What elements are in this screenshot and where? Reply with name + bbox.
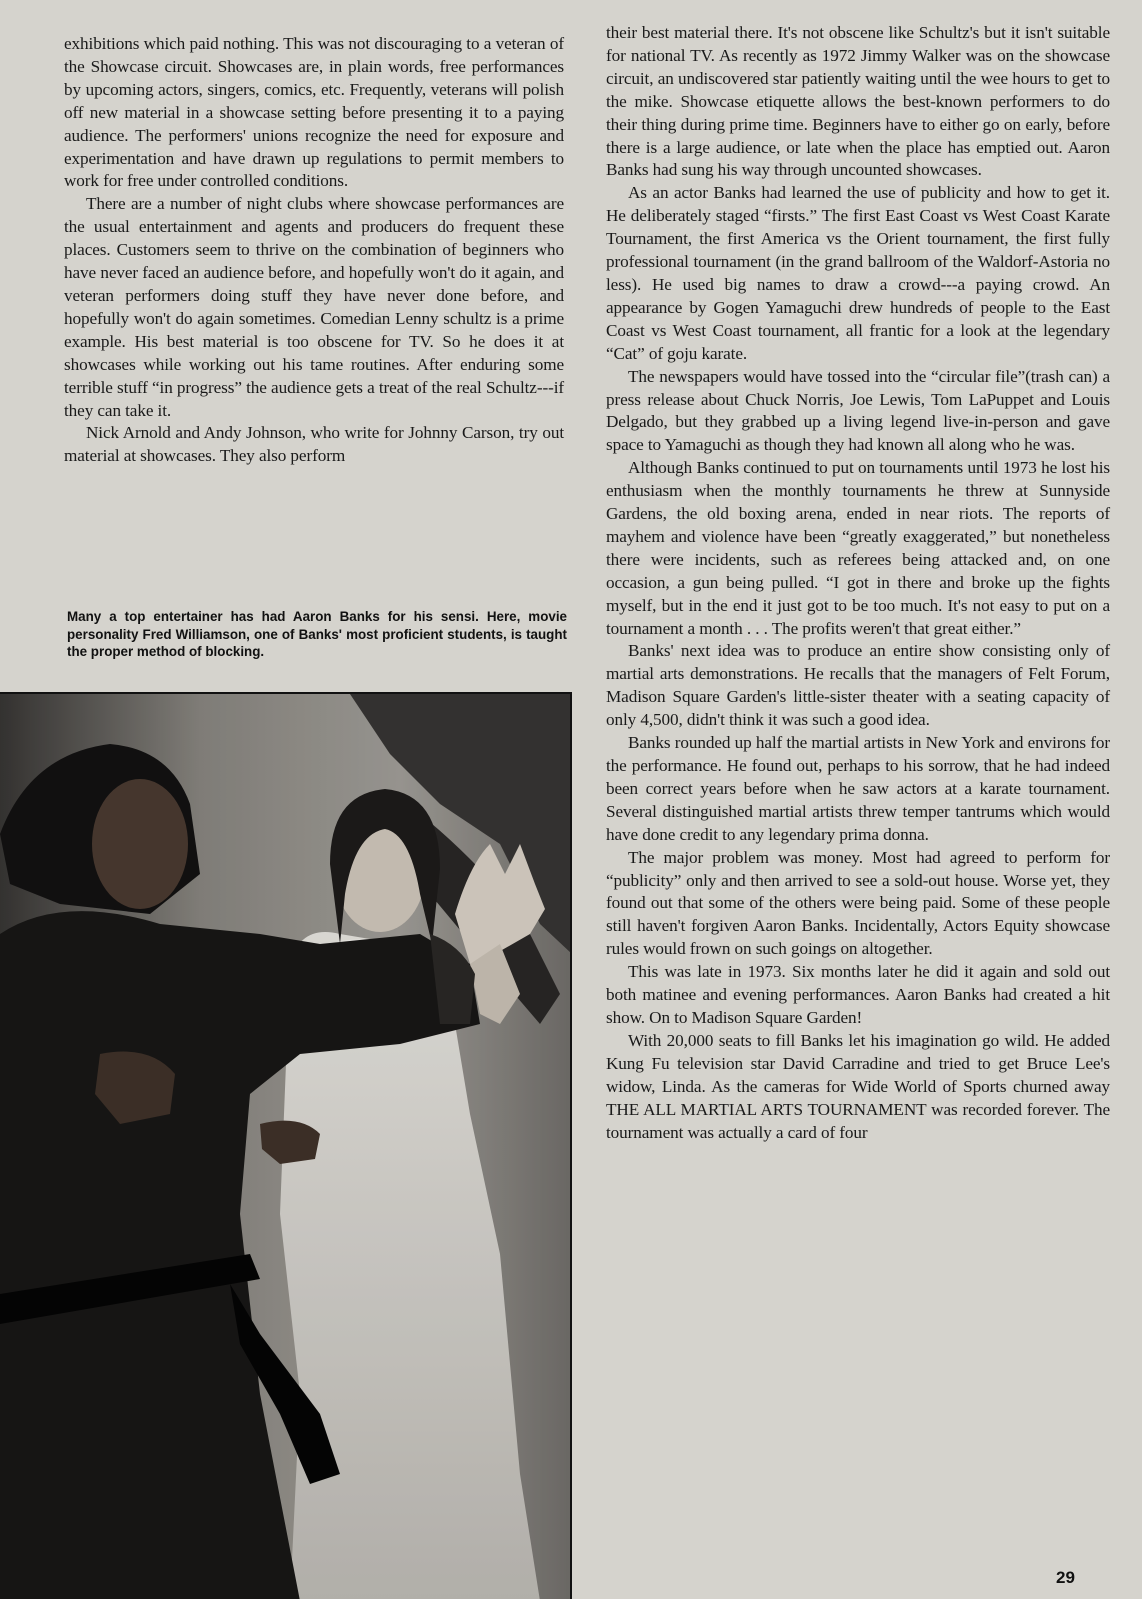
paragraph: their best material there. It's not obscene like Schultz's but it isn't suitable for national TV. As recently as 1972 Jimmy Walker was on the showcase circuit, an undiscovered star patiently waiting until the wee hours to get to the mike. Showcase etiquette allows the best-known performers to do their thing during prime time. Beginners have to either go on early, before there is a large audience, or late when the place has emptied out. Aaron Banks had sung his way through uncounted showcases. [606,23,1110,180]
paragraph: With 20,000 seats to fill Banks let his imagination go wild. He added Kung Fu television star David Carradine and tried to get Bruce Lee's widow, Linda. As the cameras for Wide World of Sports churned away THE ALL MARTIAL ARTS TOURNAMENT was recorded forever. The tournament was actually a card of four [606,1030,1110,1142]
photo-martial-arts-blocking [0,692,572,1599]
paragraph: The newspapers would have tossed into the “circular file”(trash can) a press release about Chuck Norris, Joe Lewis, Tom LaPuppet and Louis Delgado, but they grabbed up a living legend live-in-person and gave space to Yamaguchi as though they had known all along who he was. [606,366,1110,455]
paragraph: Although Banks continued to put on tournaments until 1973 he lost his enthusiasm when the monthly tournaments he threw at Sunnyside Gardens, the old boxing arena, ended in near riots. The reports of mayhem and violence have been “greatly exaggerated,” but nonetheless there were incidents, such as referees being attacked and, on one occasion, a gun being pulled. “I got in there and broke up the fights myself, but in the end it just got to be too much. It's not easy to put on a tournament a month . . . The profits weren't that great either.” [606,458,1110,638]
paragraph: As an actor Banks had learned the use of publicity and how to get it. He deliberately staged “firsts.” The first East Coast vs West Coast Karate Tournament, the first America vs the Orient tournament, the first fully professional tournament (in the grand ballroom of the Waldorf-Astoria no less). He used big names to draw a crowd---a paying crowd. An appearance by Gogen Yamaguchi drew hundreds of people to the East Coast vs West Coast tournament, all frantic for a look at the legendary “Cat” of goju karate. [606,183,1110,363]
paragraph: There are a number of night clubs where showcase performances are the usual entertainment and agents and producers do frequent these places. Customers seem to thrive on the combination of beginners who have never faced an audience before, and hopefully won't do it again, and veteran performers doing stuff they have never done before, and hopefully won't do again sometimes. Comedian Lenny schultz is a prime example. His best material is too obscene for TV. So he does it at showcases while working out his tame routines. After enduring some terrible stuff “in progress” the audience gets a treat of the real Schultz---if they can take it. [64,194,564,420]
paragraph: Banks rounded up half the martial artists in New York and environs for the performance. He found out, perhaps to his sorrow, that he had indeed been correct years before when he saw actors at a karate tournament. Several distinguished martial artists threw temper tantrums which would have done credit to any legendary prima donna. [606,733,1110,844]
right-text-column [606,22,1110,1144]
photo-illustration [0,694,572,1599]
paragraph: Nick Arnold and Andy Johnson, who write for Johnny Carson, try out material at showcases. They also perform [64,423,564,466]
paragraph: This was late in 1973. Six months later he did it again and sold out both matinee and evening performances. Aaron Banks had created a hit show. On to Madison Square Garden! [606,962,1110,1027]
left-text-column [64,33,564,468]
paragraph: Banks' next idea was to produce an entire show consisting only of martial arts demonstrations. He recalls that the managers of Felt Forum, Madison Square Garden's little-sister theater with a seating capacity of only 4,500, didn't think it was such a good idea. [606,641,1110,730]
paragraph: exhibitions which paid nothing. This was not discouraging to a veteran of the Showcase circuit. Showcases are, in plain words, free performances by upcoming actors, singers, comics, etc. Frequently, veterans will polish off new material in a showcase setting before presenting it to a paying audience. The performers' unions recognize the need for exposure and experimentation and have drawn up regulations to permit members to work for free under controlled conditions. [64,34,564,191]
paragraph: The major problem was money. Most had agreed to perform for “publicity” only and then arrived to see a sold-out house. Worse yet, they found out that some of the others were being paid. Some of these people still haven't forgiven Aaron Banks. Incidentally, Actors Equity showcase rules would frown on such goings on altogether. [606,847,1110,959]
page-number: 29 [1056,1568,1075,1587]
photo-caption: Many a top entertainer has had Aaron Banks for his sensi. Here, movie personality Fred Williamson, one of Banks' most proficient students, is taught the proper method of blocking. [67,609,567,660]
